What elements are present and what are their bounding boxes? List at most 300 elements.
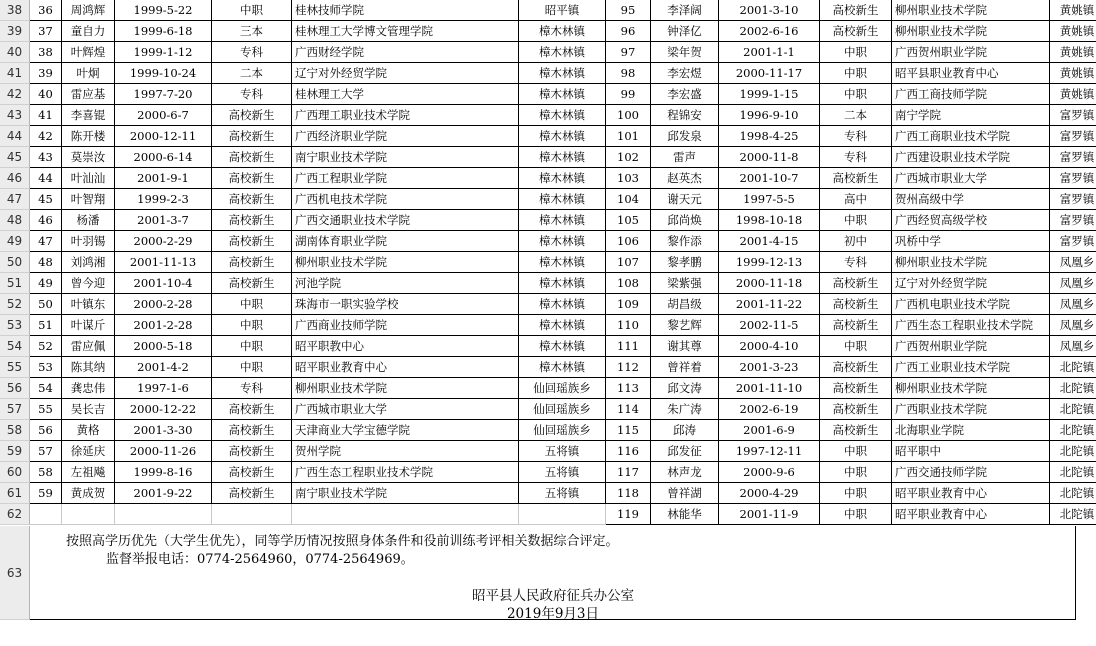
- left-name-cell[interactable]: 黄成贺: [62, 483, 115, 504]
- left-school-cell[interactable]: 昭平职教中心: [292, 336, 519, 357]
- left-name-cell[interactable]: 曾今迎: [62, 273, 115, 294]
- left-birthdate-cell[interactable]: 1999-1-12: [115, 42, 212, 63]
- right-birthdate-cell[interactable]: 1999-12-13: [719, 252, 820, 273]
- left-birthdate-cell[interactable]: 2000-12-22: [115, 399, 212, 420]
- right-town-cell[interactable]: 北陀镇: [1050, 504, 1096, 525]
- right-seq-cell[interactable]: 104: [606, 189, 651, 210]
- left-school-cell[interactable]: 广西机电技术学院: [292, 189, 519, 210]
- right-birthdate-cell[interactable]: 2001-3-23: [719, 357, 820, 378]
- left-name-cell[interactable]: 陈其纳: [62, 357, 115, 378]
- left-seq-cell[interactable]: 46: [30, 210, 62, 231]
- right-birthdate-cell[interactable]: 2000-11-8: [719, 147, 820, 168]
- right-seq-cell[interactable]: 115: [606, 420, 651, 441]
- row-header[interactable]: 58: [0, 420, 30, 441]
- right-birthdate-cell[interactable]: 1999-1-15: [719, 84, 820, 105]
- left-name-cell[interactable]: 刘鸿湘: [62, 252, 115, 273]
- right-town-cell[interactable]: 北陀镇: [1050, 399, 1096, 420]
- right-school-cell[interactable]: 广西机电职业技术学院: [892, 294, 1050, 315]
- left-school-cell[interactable]: 柳州职业技术学院: [292, 378, 519, 399]
- left-name-cell[interactable]: 周鸿辉: [62, 0, 115, 21]
- left-education-cell[interactable]: 高校新生: [212, 231, 292, 252]
- left-school-cell[interactable]: 广西工程职业学院: [292, 168, 519, 189]
- row-header[interactable]: 54: [0, 336, 30, 357]
- left-school-cell[interactable]: 广西理工职业技术学院: [292, 105, 519, 126]
- left-birthdate-cell[interactable]: 1999-5-22: [115, 0, 212, 21]
- left-town-cell[interactable]: 樟木林镇: [519, 252, 606, 273]
- right-name-cell[interactable]: 邱发泉: [651, 126, 719, 147]
- left-birthdate-cell[interactable]: 1999-8-16: [115, 462, 212, 483]
- left-school-cell[interactable]: 桂林理工大学博文管理学院: [292, 21, 519, 42]
- left-school-cell[interactable]: 南宁职业技术学院: [292, 483, 519, 504]
- left-seq-cell[interactable]: 45: [30, 189, 62, 210]
- left-name-cell[interactable]: 童自力: [62, 21, 115, 42]
- left-name-cell[interactable]: 左祖飚: [62, 462, 115, 483]
- left-education-cell[interactable]: 高校新生: [212, 210, 292, 231]
- left-name-cell[interactable]: 雷应佩: [62, 336, 115, 357]
- left-birthdate-cell[interactable]: 1999-6-18: [115, 21, 212, 42]
- left-name-cell[interactable]: 雷应基: [62, 84, 115, 105]
- right-town-cell[interactable]: 黄姚镇: [1050, 21, 1096, 42]
- left-seq-cell[interactable]: 36: [30, 0, 62, 21]
- row-header[interactable]: 40: [0, 42, 30, 63]
- left-seq-cell[interactable]: 39: [30, 63, 62, 84]
- left-name-cell[interactable]: 叶羽锡: [62, 231, 115, 252]
- left-town-cell[interactable]: 樟木林镇: [519, 231, 606, 252]
- right-education-cell[interactable]: 高校新生: [820, 420, 892, 441]
- row-header[interactable]: 47: [0, 189, 30, 210]
- right-seq-cell[interactable]: 111: [606, 336, 651, 357]
- right-name-cell[interactable]: 邱发征: [651, 441, 719, 462]
- left-name-cell[interactable]: 李喜锟: [62, 105, 115, 126]
- right-town-cell[interactable]: 北陀镇: [1050, 357, 1096, 378]
- right-education-cell[interactable]: 高校新生: [820, 294, 892, 315]
- right-seq-cell[interactable]: 117: [606, 462, 651, 483]
- left-seq-cell[interactable]: 47: [30, 231, 62, 252]
- left-school-cell[interactable]: 广西财经学院: [292, 42, 519, 63]
- right-name-cell[interactable]: 邱涛: [651, 420, 719, 441]
- left-town-cell[interactable]: 樟木林镇: [519, 273, 606, 294]
- right-name-cell[interactable]: 黎艺辉: [651, 315, 719, 336]
- row-header[interactable]: 42: [0, 84, 30, 105]
- left-education-cell[interactable]: 二本: [212, 63, 292, 84]
- right-birthdate-cell[interactable]: 1996-9-10: [719, 105, 820, 126]
- right-seq-cell[interactable]: 103: [606, 168, 651, 189]
- left-birthdate-cell[interactable]: 2001-10-4: [115, 273, 212, 294]
- left-school-cell[interactable]: 柳州职业技术学院: [292, 252, 519, 273]
- left-education-cell[interactable]: 中职: [212, 336, 292, 357]
- right-education-cell[interactable]: 专科: [820, 147, 892, 168]
- right-birthdate-cell[interactable]: 1997-12-11: [719, 441, 820, 462]
- left-town-cell[interactable]: 仙回瑶族乡: [519, 378, 606, 399]
- right-seq-cell[interactable]: 97: [606, 42, 651, 63]
- left-town-cell[interactable]: 樟木林镇: [519, 84, 606, 105]
- left-seq-cell[interactable]: 58: [30, 462, 62, 483]
- left-town-cell[interactable]: 樟木林镇: [519, 21, 606, 42]
- row-header[interactable]: 46: [0, 168, 30, 189]
- left-birthdate-cell[interactable]: 2000-12-11: [115, 126, 212, 147]
- left-school-cell[interactable]: 昭平职业教育中心: [292, 357, 519, 378]
- right-birthdate-cell[interactable]: 2000-4-10: [719, 336, 820, 357]
- left-birthdate-cell[interactable]: 1999-2-3: [115, 189, 212, 210]
- left-education-cell[interactable]: 高校新生: [212, 168, 292, 189]
- right-education-cell[interactable]: 高校新生: [820, 357, 892, 378]
- right-town-cell[interactable]: 凤凰乡: [1050, 294, 1096, 315]
- left-birthdate-cell[interactable]: 2001-9-1: [115, 168, 212, 189]
- left-education-cell[interactable]: 中职: [212, 294, 292, 315]
- left-seq-cell[interactable]: 59: [30, 483, 62, 504]
- left-education-cell[interactable]: 中职: [212, 315, 292, 336]
- right-school-cell[interactable]: 广西贺州职业学院: [892, 42, 1050, 63]
- left-name-cell[interactable]: [62, 504, 115, 525]
- right-town-cell[interactable]: 北陀镇: [1050, 483, 1096, 504]
- left-seq-cell[interactable]: 42: [30, 126, 62, 147]
- left-school-cell[interactable]: 广西商业技师学院: [292, 315, 519, 336]
- right-school-cell[interactable]: 昭平职业教育中心: [892, 483, 1050, 504]
- row-header[interactable]: 53: [0, 315, 30, 336]
- left-seq-cell[interactable]: 43: [30, 147, 62, 168]
- right-town-cell[interactable]: 黄姚镇: [1050, 63, 1096, 84]
- left-seq-cell[interactable]: 40: [30, 84, 62, 105]
- left-town-cell[interactable]: 仙回瑶族乡: [519, 420, 606, 441]
- right-birthdate-cell[interactable]: 2001-11-22: [719, 294, 820, 315]
- right-school-cell[interactable]: 广西交通技师学院: [892, 462, 1050, 483]
- row-header[interactable]: 55: [0, 357, 30, 378]
- right-education-cell[interactable]: 中职: [820, 42, 892, 63]
- right-seq-cell[interactable]: 109: [606, 294, 651, 315]
- left-school-cell[interactable]: 桂林理工大学: [292, 84, 519, 105]
- left-school-cell[interactable]: 河池学院: [292, 273, 519, 294]
- right-seq-cell[interactable]: 114: [606, 399, 651, 420]
- left-seq-cell[interactable]: 50: [30, 294, 62, 315]
- left-birthdate-cell[interactable]: 2001-4-2: [115, 357, 212, 378]
- right-seq-cell[interactable]: 106: [606, 231, 651, 252]
- right-school-cell[interactable]: 广西工商职业技术学院: [892, 126, 1050, 147]
- right-town-cell[interactable]: 富罗镇: [1050, 105, 1096, 126]
- right-education-cell[interactable]: 高中: [820, 189, 892, 210]
- left-town-cell[interactable]: 樟木林镇: [519, 315, 606, 336]
- right-school-cell[interactable]: 广西城市职业大学: [892, 168, 1050, 189]
- left-name-cell[interactable]: 徐延庆: [62, 441, 115, 462]
- left-education-cell[interactable]: 高校新生: [212, 420, 292, 441]
- left-education-cell[interactable]: 高校新生: [212, 252, 292, 273]
- right-birthdate-cell[interactable]: 2001-10-7: [719, 168, 820, 189]
- right-town-cell[interactable]: 北陀镇: [1050, 441, 1096, 462]
- row-header[interactable]: 52: [0, 294, 30, 315]
- row-header[interactable]: 48: [0, 210, 30, 231]
- left-birthdate-cell[interactable]: 2000-5-18: [115, 336, 212, 357]
- right-name-cell[interactable]: 雷声: [651, 147, 719, 168]
- right-town-cell[interactable]: 富罗镇: [1050, 231, 1096, 252]
- left-town-cell[interactable]: 五将镇: [519, 441, 606, 462]
- left-name-cell[interactable]: 叶炯: [62, 63, 115, 84]
- right-seq-cell[interactable]: 113: [606, 378, 651, 399]
- right-school-cell[interactable]: 昭平职中: [892, 441, 1050, 462]
- left-education-cell[interactable]: 专科: [212, 378, 292, 399]
- left-seq-cell[interactable]: 38: [30, 42, 62, 63]
- right-name-cell[interactable]: 李宏煜: [651, 63, 719, 84]
- left-town-cell[interactable]: 樟木林镇: [519, 105, 606, 126]
- right-school-cell[interactable]: 柳州职业技术学院: [892, 0, 1050, 21]
- right-name-cell[interactable]: 林能华: [651, 504, 719, 525]
- left-school-cell[interactable]: 桂林技师学院: [292, 0, 519, 21]
- right-school-cell[interactable]: 广西工业职业技术学院: [892, 357, 1050, 378]
- left-birthdate-cell[interactable]: 1997-7-20: [115, 84, 212, 105]
- left-name-cell[interactable]: 陈开楼: [62, 126, 115, 147]
- right-birthdate-cell[interactable]: 1998-4-25: [719, 126, 820, 147]
- right-seq-cell[interactable]: 98: [606, 63, 651, 84]
- left-education-cell[interactable]: 高校新生: [212, 126, 292, 147]
- right-name-cell[interactable]: 赵英杰: [651, 168, 719, 189]
- left-birthdate-cell[interactable]: 1999-10-24: [115, 63, 212, 84]
- row-header[interactable]: 38: [0, 0, 30, 21]
- right-school-cell[interactable]: 贺州高级中学: [892, 189, 1050, 210]
- right-name-cell[interactable]: 曾祥湖: [651, 483, 719, 504]
- right-seq-cell[interactable]: 110: [606, 315, 651, 336]
- right-education-cell[interactable]: 初中: [820, 231, 892, 252]
- left-name-cell[interactable]: 黄格: [62, 420, 115, 441]
- right-education-cell[interactable]: 中职: [820, 63, 892, 84]
- left-education-cell[interactable]: 三本: [212, 21, 292, 42]
- left-birthdate-cell[interactable]: 2001-11-13: [115, 252, 212, 273]
- right-school-cell[interactable]: 昭平职业教育中心: [892, 504, 1050, 525]
- right-education-cell[interactable]: 高校新生: [820, 273, 892, 294]
- right-birthdate-cell[interactable]: 2002-6-16: [719, 21, 820, 42]
- left-seq-cell[interactable]: 49: [30, 273, 62, 294]
- right-seq-cell[interactable]: 107: [606, 252, 651, 273]
- row-header[interactable]: 59: [0, 441, 30, 462]
- right-name-cell[interactable]: 邱尚焕: [651, 210, 719, 231]
- left-seq-cell[interactable]: 51: [30, 315, 62, 336]
- left-name-cell[interactable]: 吴长吉: [62, 399, 115, 420]
- left-town-cell[interactable]: 樟木林镇: [519, 147, 606, 168]
- right-birthdate-cell[interactable]: 2001-11-9: [719, 504, 820, 525]
- left-birthdate-cell[interactable]: 2001-3-30: [115, 420, 212, 441]
- left-education-cell[interactable]: 高校新生: [212, 441, 292, 462]
- right-education-cell[interactable]: 中职: [820, 441, 892, 462]
- left-name-cell[interactable]: 莫崇汝: [62, 147, 115, 168]
- left-town-cell[interactable]: 樟木林镇: [519, 126, 606, 147]
- right-education-cell[interactable]: 高校新生: [820, 0, 892, 21]
- left-name-cell[interactable]: 叶辉煌: [62, 42, 115, 63]
- right-education-cell[interactable]: 中职: [820, 210, 892, 231]
- right-name-cell[interactable]: 谢天元: [651, 189, 719, 210]
- row-header[interactable]: 43: [0, 105, 30, 126]
- right-birthdate-cell[interactable]: 1997-5-5: [719, 189, 820, 210]
- left-birthdate-cell[interactable]: 2000-6-7: [115, 105, 212, 126]
- left-town-cell[interactable]: 昭平镇: [519, 0, 606, 21]
- left-town-cell[interactable]: 樟木林镇: [519, 357, 606, 378]
- right-birthdate-cell[interactable]: 2001-11-10: [719, 378, 820, 399]
- right-name-cell[interactable]: 李泽阔: [651, 0, 719, 21]
- left-town-cell[interactable]: 樟木林镇: [519, 42, 606, 63]
- left-town-cell[interactable]: 樟木林镇: [519, 336, 606, 357]
- left-birthdate-cell[interactable]: 2001-9-22: [115, 483, 212, 504]
- right-seq-cell[interactable]: 112: [606, 357, 651, 378]
- right-birthdate-cell[interactable]: 2001-1-1: [719, 42, 820, 63]
- left-education-cell[interactable]: 高校新生: [212, 105, 292, 126]
- row-header[interactable]: 44: [0, 126, 30, 147]
- left-town-cell[interactable]: [519, 504, 606, 525]
- left-town-cell[interactable]: 五将镇: [519, 462, 606, 483]
- left-town-cell[interactable]: 樟木林镇: [519, 189, 606, 210]
- left-school-cell[interactable]: 珠海市一职实验学校: [292, 294, 519, 315]
- left-town-cell[interactable]: 樟木林镇: [519, 294, 606, 315]
- left-name-cell[interactable]: 叶汕汕: [62, 168, 115, 189]
- right-birthdate-cell[interactable]: 2000-9-6: [719, 462, 820, 483]
- right-school-cell[interactable]: 柳州职业技术学院: [892, 252, 1050, 273]
- row-header[interactable]: 61: [0, 483, 30, 504]
- left-town-cell[interactable]: 樟木林镇: [519, 63, 606, 84]
- left-school-cell[interactable]: [292, 504, 519, 525]
- left-education-cell[interactable]: 高校新生: [212, 189, 292, 210]
- left-birthdate-cell[interactable]: [115, 504, 212, 525]
- left-education-cell[interactable]: 中职: [212, 357, 292, 378]
- left-birthdate-cell[interactable]: 2001-3-7: [115, 210, 212, 231]
- right-seq-cell[interactable]: 100: [606, 105, 651, 126]
- right-education-cell[interactable]: 高校新生: [820, 399, 892, 420]
- right-town-cell[interactable]: 黄姚镇: [1050, 42, 1096, 63]
- left-name-cell[interactable]: 叶谋斤: [62, 315, 115, 336]
- left-seq-cell[interactable]: [30, 504, 62, 525]
- right-school-cell[interactable]: 南宁学院: [892, 105, 1050, 126]
- right-town-cell[interactable]: 凤凰乡: [1050, 273, 1096, 294]
- right-education-cell[interactable]: 中职: [820, 462, 892, 483]
- left-seq-cell[interactable]: 55: [30, 399, 62, 420]
- left-birthdate-cell[interactable]: 2000-2-28: [115, 294, 212, 315]
- left-seq-cell[interactable]: 48: [30, 252, 62, 273]
- left-education-cell[interactable]: 高校新生: [212, 273, 292, 294]
- left-seq-cell[interactable]: 53: [30, 357, 62, 378]
- right-town-cell[interactable]: 凤凰乡: [1050, 252, 1096, 273]
- left-education-cell[interactable]: 高校新生: [212, 147, 292, 168]
- right-school-cell[interactable]: 柳州职业技术学院: [892, 378, 1050, 399]
- right-education-cell[interactable]: 高校新生: [820, 21, 892, 42]
- right-school-cell[interactable]: 昭平县职业教育中心: [892, 63, 1050, 84]
- right-seq-cell[interactable]: 102: [606, 147, 651, 168]
- right-town-cell[interactable]: 北陀镇: [1050, 378, 1096, 399]
- row-header[interactable]: 62: [0, 504, 30, 525]
- right-name-cell[interactable]: 林声龙: [651, 462, 719, 483]
- left-education-cell[interactable]: 高校新生: [212, 483, 292, 504]
- left-name-cell[interactable]: 杨潘: [62, 210, 115, 231]
- right-birthdate-cell[interactable]: 2000-11-18: [719, 273, 820, 294]
- right-birthdate-cell[interactable]: 2002-11-5: [719, 315, 820, 336]
- left-seq-cell[interactable]: 37: [30, 21, 62, 42]
- right-name-cell[interactable]: 程锦安: [651, 105, 719, 126]
- right-school-cell[interactable]: 广西生态工程职业技术学院: [892, 315, 1050, 336]
- row-header[interactable]: 50: [0, 252, 30, 273]
- left-school-cell[interactable]: 湖南体育职业学院: [292, 231, 519, 252]
- right-birthdate-cell[interactable]: 2000-4-29: [719, 483, 820, 504]
- right-name-cell[interactable]: 胡昌级: [651, 294, 719, 315]
- right-seq-cell[interactable]: 105: [606, 210, 651, 231]
- right-town-cell[interactable]: 富罗镇: [1050, 210, 1096, 231]
- left-school-cell[interactable]: 广西经济职业学院: [292, 126, 519, 147]
- left-education-cell[interactable]: 高校新生: [212, 399, 292, 420]
- left-seq-cell[interactable]: 44: [30, 168, 62, 189]
- right-name-cell[interactable]: 朱广涛: [651, 399, 719, 420]
- right-birthdate-cell[interactable]: 2001-4-15: [719, 231, 820, 252]
- right-education-cell[interactable]: 专科: [820, 252, 892, 273]
- right-town-cell[interactable]: 黄姚镇: [1050, 0, 1096, 21]
- left-school-cell[interactable]: 广西城市职业大学: [292, 399, 519, 420]
- left-birthdate-cell[interactable]: 2000-11-26: [115, 441, 212, 462]
- row-header[interactable]: 57: [0, 399, 30, 420]
- right-town-cell[interactable]: 黄姚镇: [1050, 84, 1096, 105]
- right-education-cell[interactable]: 高校新生: [820, 378, 892, 399]
- right-seq-cell[interactable]: 108: [606, 273, 651, 294]
- right-town-cell[interactable]: 凤凰乡: [1050, 336, 1096, 357]
- row-header[interactable]: 45: [0, 147, 30, 168]
- left-education-cell[interactable]: 高校新生: [212, 462, 292, 483]
- left-school-cell[interactable]: 南宁职业技术学院: [292, 147, 519, 168]
- left-school-cell[interactable]: 广西交通职业技术学院: [292, 210, 519, 231]
- left-education-cell[interactable]: [212, 504, 292, 525]
- left-name-cell[interactable]: 叶镇东: [62, 294, 115, 315]
- left-town-cell[interactable]: 樟木林镇: [519, 168, 606, 189]
- left-education-cell[interactable]: 中职: [212, 0, 292, 21]
- left-seq-cell[interactable]: 57: [30, 441, 62, 462]
- row-header[interactable]: 56: [0, 378, 30, 399]
- right-birthdate-cell[interactable]: 2001-6-9: [719, 420, 820, 441]
- right-school-cell[interactable]: 广西工商技师学院: [892, 84, 1050, 105]
- row-header[interactable]: 49: [0, 231, 30, 252]
- right-seq-cell[interactable]: 99: [606, 84, 651, 105]
- right-school-cell[interactable]: 广西职业技术学院: [892, 399, 1050, 420]
- right-birthdate-cell[interactable]: 1998-10-18: [719, 210, 820, 231]
- left-birthdate-cell[interactable]: 2000-6-14: [115, 147, 212, 168]
- right-school-cell[interactable]: 巩桥中学: [892, 231, 1050, 252]
- right-town-cell[interactable]: 富罗镇: [1050, 147, 1096, 168]
- left-town-cell[interactable]: 五将镇: [519, 483, 606, 504]
- left-school-cell[interactable]: 贺州学院: [292, 441, 519, 462]
- row-header[interactable]: 39: [0, 21, 30, 42]
- left-seq-cell[interactable]: 52: [30, 336, 62, 357]
- right-seq-cell[interactable]: 118: [606, 483, 651, 504]
- right-name-cell[interactable]: 梁年贺: [651, 42, 719, 63]
- right-school-cell[interactable]: 广西经贸高级学校: [892, 210, 1050, 231]
- right-name-cell[interactable]: 钟泽亿: [651, 21, 719, 42]
- right-name-cell[interactable]: 谢其尊: [651, 336, 719, 357]
- row-header[interactable]: 60: [0, 462, 30, 483]
- right-seq-cell[interactable]: 116: [606, 441, 651, 462]
- row-header-63[interactable]: 63: [0, 526, 30, 620]
- left-town-cell[interactable]: 仙回瑶族乡: [519, 399, 606, 420]
- left-birthdate-cell[interactable]: 2000-2-29: [115, 231, 212, 252]
- right-name-cell[interactable]: 梁紫强: [651, 273, 719, 294]
- right-name-cell[interactable]: 曾祥着: [651, 357, 719, 378]
- row-header[interactable]: 41: [0, 63, 30, 84]
- right-birthdate-cell[interactable]: 2000-11-17: [719, 63, 820, 84]
- right-seq-cell[interactable]: 96: [606, 21, 651, 42]
- right-school-cell[interactable]: 广西贺州职业学院: [892, 336, 1050, 357]
- right-town-cell[interactable]: 富罗镇: [1050, 168, 1096, 189]
- left-seq-cell[interactable]: 41: [30, 105, 62, 126]
- left-education-cell[interactable]: 专科: [212, 84, 292, 105]
- right-town-cell[interactable]: 富罗镇: [1050, 126, 1096, 147]
- left-seq-cell[interactable]: 54: [30, 378, 62, 399]
- right-school-cell[interactable]: 辽宁对外经贸学院: [892, 273, 1050, 294]
- right-name-cell[interactable]: 黎孝鹏: [651, 252, 719, 273]
- left-school-cell[interactable]: 广西生态工程职业技术学院: [292, 462, 519, 483]
- row-header[interactable]: 51: [0, 273, 30, 294]
- right-school-cell[interactable]: 北海职业学院: [892, 420, 1050, 441]
- right-town-cell[interactable]: 北陀镇: [1050, 462, 1096, 483]
- right-education-cell[interactable]: 高校新生: [820, 315, 892, 336]
- left-town-cell[interactable]: 樟木林镇: [519, 210, 606, 231]
- right-name-cell[interactable]: 邱文涛: [651, 378, 719, 399]
- right-town-cell[interactable]: 富罗镇: [1050, 189, 1096, 210]
